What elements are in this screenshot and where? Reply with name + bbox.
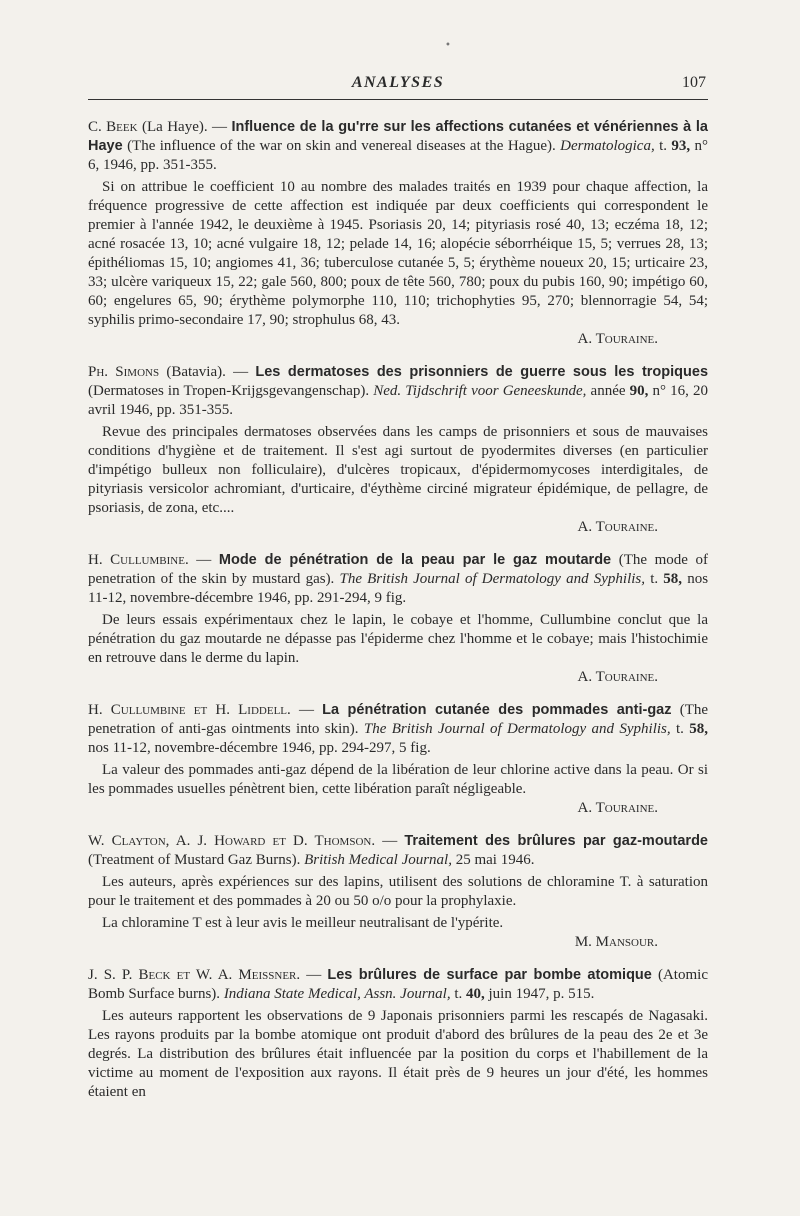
article-title: Les brûlures de surface par bombe atomique bbox=[327, 967, 652, 983]
article-volume-prefix: t. bbox=[659, 138, 668, 154]
article-citation bbox=[88, 701, 708, 758]
article-authors: Ph. Simons bbox=[88, 364, 160, 380]
article-details: n° 6, 1946, pp. 351-355. bbox=[88, 138, 709, 173]
article-paragraph: Les auteurs rapportent les observations de 9 Japonais prisonniers parmi les rescapés de Nagasaki. Les rayons produits par la bombe atomique ont produit d'abord des brûlures de la peau des 2e et 3e degrés. La distribution des brûlures était influencée par la position du corps et l'habillement de la victime au moment de l'exposition aux rayons. Il était près de 9 heures un jour d'été, les hommes étaient en bbox=[88, 1008, 708, 1100]
article-entry bbox=[88, 966, 708, 1102]
article-details: 25 mai 1946. bbox=[455, 852, 535, 868]
ink-speck: • bbox=[445, 40, 451, 51]
article-translated-title: (Dermatoses in Tropen-Krijgsgevangenschap). bbox=[88, 383, 370, 399]
article-citation bbox=[88, 832, 708, 870]
article-details: nos 11-12, novembre-décembre 1946, pp. 291-294, 9 fig. bbox=[88, 571, 709, 606]
article-details: nos 11-12, novembre-décembre 1946, pp. 294-297, 5 fig. bbox=[88, 740, 431, 756]
article-volume: 40, bbox=[466, 986, 485, 1002]
article-place: — bbox=[306, 967, 322, 983]
article-journal: The British Journal of Dermatology and Syphilis, bbox=[363, 721, 671, 737]
article-place: — bbox=[196, 552, 212, 568]
article-translated-title: (The mode of penetration of the skin by mustard gas). bbox=[88, 552, 709, 587]
article-place: — bbox=[382, 833, 398, 849]
article-volume-prefix: t. bbox=[650, 571, 659, 587]
running-header bbox=[88, 74, 708, 92]
article-translated-title: (Treatment of Mustard Gaz Burns). bbox=[88, 852, 301, 868]
article-citation bbox=[88, 118, 708, 175]
article-paragraph: La chloramine T est à leur avis le meilleur neutralisant de l'ypérite. bbox=[102, 915, 504, 931]
article-title: Traitement des brûlures par gaz-moutarde bbox=[404, 833, 708, 849]
article-reviewer: A. Touraine. bbox=[577, 331, 658, 347]
article-citation bbox=[88, 966, 708, 1004]
article-translated-title: (Atomic Bomb Surface burns). bbox=[88, 967, 708, 1002]
article-list bbox=[88, 118, 708, 1116]
article-reviewer: A. Touraine. bbox=[577, 669, 658, 685]
article-paragraph: Si on attribue le coefficient 10 au nombre des malades traités en 1939 pour chaque affection, la fréquence progressive de cette affection est indiquée par deux coefficients qui correspondent le premier à l'année 1942, le deuxième à 1945. Psoriasis 20, 14; pityriasis rosé 40, 13; eczéma 18, 12; acné rosacée 13, 10; acné vulgaire 18, 12; pelade 14, 16; alopécie séborrhéique 15, 5; verrues 28, 13; épithéliomas 15, 10; angiomes 41, 36; tuberculose cutanée 5, 5; érythème noueux 20, 15; urticaire 23, 33; ulcère variqueux 15, 22; gale 560, 800; poux de tête 560, 780; poux du pubis 160, 90; impétigo 60, 60; engelures 65, 90; érythème polymorphe 110, 110; trichophyties 95, 270; blennorragie 54, 54; syphilis primo-secondaire 17, 90; strophulus 68, 43. bbox=[88, 179, 708, 328]
article-translated-title: (The influence of the war on skin and venereal diseases at the Hague). bbox=[127, 138, 556, 154]
article-details: n° 16, 20 avril 1946, pp. 351-355. bbox=[88, 383, 709, 418]
article-volume-prefix: t. bbox=[676, 721, 684, 737]
article-entry bbox=[88, 118, 708, 349]
article-entry bbox=[88, 363, 708, 537]
article-reviewer: M. Mansour. bbox=[574, 934, 658, 950]
article-translated-title: (The penetration of anti-gas ointments into skin). bbox=[88, 702, 709, 737]
article-paragraph: Revue des principales dermatoses observées dans les camps de prisonniers et sous de mauvaises conditions d'hygiène et de traitement. Il s'est agi surtout de pyodermites diverses (en particulier d'impétigo bulleux non folliculaire), d'ulcères tropicaux, d'épidermomycoses interdigitales, de pityriasis versicolor achromiant, d'urticaire, d'éythème circiné migrateur épidémique, de pellagre, de psoriasis, de zona, etc.... bbox=[88, 424, 708, 516]
article-journal: Dermatologica, bbox=[560, 138, 655, 154]
article-paragraph: Les auteurs, après expériences sur des lapins, utilisent des solutions de chloramine T. à saturation pour le traitement et des pommades à 20 ou 50 o/o pour la prophylaxie. bbox=[88, 874, 708, 909]
article-journal: Indiana State Medical, Assn. Journal, bbox=[223, 986, 451, 1002]
article-reviewer: A. Touraine. bbox=[577, 519, 658, 535]
article-authors: H. Cullumbine et H. Liddell. bbox=[88, 702, 291, 718]
article-authors: W. Clayton, A. J. Howard et D. Thomson. bbox=[88, 833, 376, 849]
article-volume: 90, bbox=[629, 383, 649, 399]
article-authors: H. Cullumbine. bbox=[88, 552, 189, 568]
article-place: (Batavia). — bbox=[166, 364, 249, 380]
article-journal: Ned. Tijdschrift voor Geneeskunde, bbox=[373, 383, 587, 399]
article-entry bbox=[88, 832, 708, 952]
article-paragraph: De leurs essais expérimentaux chez le lapin, le cobaye et l'homme, Cullumbine conclut que la pénétration du gaz moutarde ne dépasse pas l'épiderme chez l'homme et le cobaye; mais l'histochimie en retrouve dans le derme du lapin. bbox=[88, 612, 708, 666]
running-title: ANALYSES bbox=[351, 74, 445, 91]
article-title: Mode de pénétration de la peau par le gaz moutarde bbox=[218, 552, 612, 568]
header-rule bbox=[88, 99, 708, 100]
article-place: — bbox=[298, 702, 314, 718]
article-details: juin 1947, p. 515. bbox=[488, 986, 595, 1002]
article-volume: 93, bbox=[671, 138, 691, 154]
article-entry bbox=[88, 551, 708, 687]
article-volume: 58, bbox=[663, 571, 683, 587]
article-journal: The British Journal of Dermatology and Syphilis, bbox=[339, 571, 646, 587]
article-citation bbox=[88, 363, 708, 420]
article-entry bbox=[88, 701, 708, 818]
article-title: La pénétration cutanée des pommades anti-gaz bbox=[322, 702, 672, 718]
article-volume-prefix: année bbox=[590, 383, 626, 399]
article-title: Les dermatoses des prisonniers de guerre sous les tropiques bbox=[255, 364, 709, 380]
article-volume: 58, bbox=[689, 721, 709, 737]
article-paragraph: La valeur des pommades anti-gaz dépend de la libération de leur chlorine active dans la peau. Or si les pommades usuelles pénètrent bien, cette libération paraît négligeable. bbox=[88, 762, 708, 797]
article-authors: C. Beek bbox=[88, 119, 138, 135]
page-number: 107 bbox=[682, 74, 706, 91]
article-citation bbox=[88, 551, 708, 608]
article-title: Influence de la gu'rre sur les affections cutanées et vénériennes à la Haye bbox=[88, 119, 708, 154]
article-volume-prefix: t. bbox=[454, 986, 463, 1002]
article-authors: J. S. P. Beck et W. A. Meissner. bbox=[88, 967, 301, 983]
article-journal: British Medical Journal, bbox=[304, 852, 452, 868]
article-place: (La Haye). — bbox=[141, 119, 228, 135]
article-reviewer: A. Touraine. bbox=[577, 800, 658, 816]
